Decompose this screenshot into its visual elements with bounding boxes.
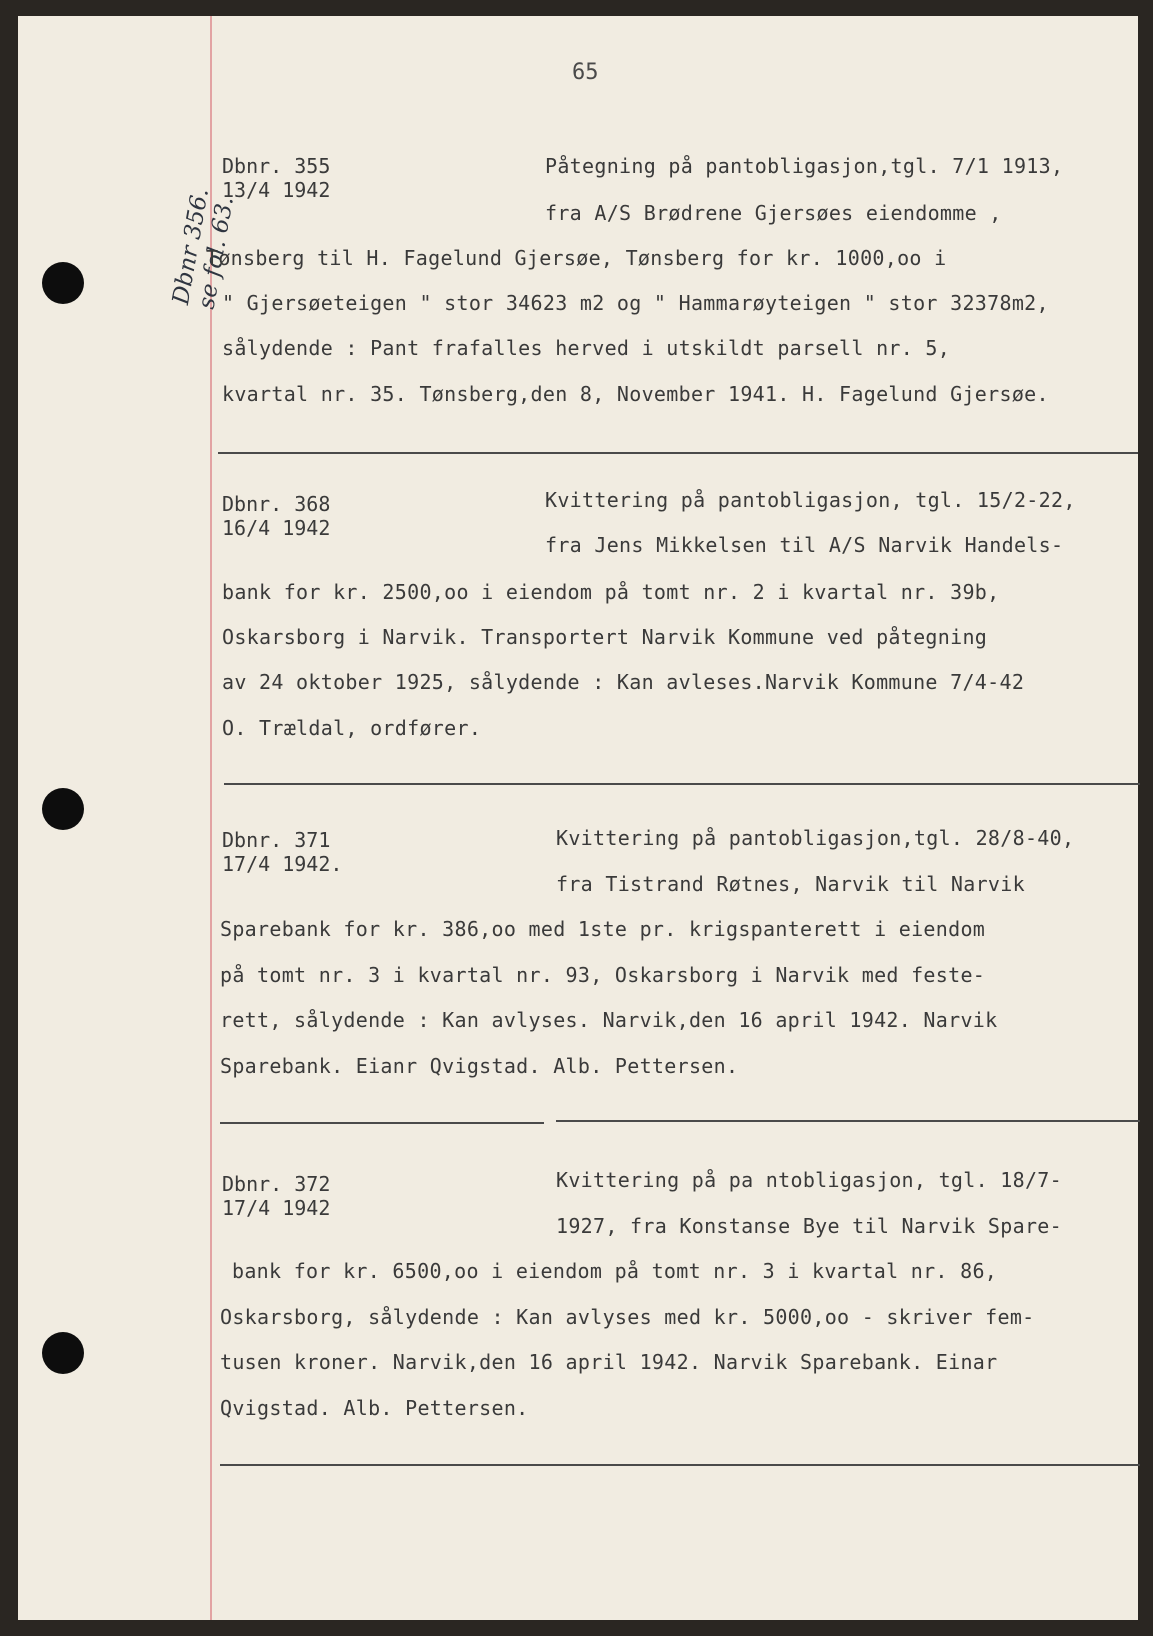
entry-text-line: rett, sålydende : Kan avlyses. Narvik,den 16 april 1942. Narvik [220, 1008, 998, 1032]
entry-text-line: fra A/S Brødrene Gjersøes eiendomme , [545, 201, 1002, 225]
entry-text-line: Påtegning på pantobligasjon,tgl. 7/1 1913, [545, 154, 1064, 178]
entry-text-line: bank for kr. 2500,oo i eiendom på tomt nr. 2 i kvartal nr. 39b, [222, 580, 1000, 604]
divider [220, 1122, 544, 1124]
entry-date: 16/4 1942 [222, 516, 331, 540]
entry-text-line: fra Tistrand Røtnes, Narvik til Narvik [556, 872, 1025, 896]
entry-text-line: Qvigstad. Alb. Pettersen. [220, 1396, 529, 1420]
entry-text-line: bank for kr. 6500,oo i eiendom på tomt nr. 3 i kvartal nr. 86, [232, 1259, 998, 1283]
entry-number: Dbnr. 355 [222, 154, 331, 178]
divider [220, 1464, 1140, 1466]
entry-reference [222, 828, 342, 876]
entry-text-line: tusen kroner. Narvik,den 16 april 1942. Narvik Sparebank. Einar [220, 1350, 998, 1374]
entry-reference [222, 1172, 330, 1220]
entry-text-line: Tønsberg til H. Fagelund Gjersøe, Tønsberg for kr. 1000,oo i [206, 246, 947, 270]
entry-text-line: sålydende : Pant frafalles herved i utskildt parsell nr. 5, [222, 336, 951, 360]
entry-text-line: på tomt nr. 3 i kvartal nr. 93, Oskarsborg i Narvik med feste- [220, 963, 986, 987]
entry-date: 17/4 1942. [222, 852, 343, 876]
entry-text-line: " Gjersøeteigen " stor 34623 m2 og " Hammarøyteigen " stor 32378m2, [222, 291, 1049, 315]
divider [556, 1120, 1140, 1122]
entry-text-line: fra Jens Mikkelsen til A/S Narvik Handels- [545, 533, 1064, 557]
entry-number: Dbnr. 371 [222, 828, 331, 852]
margin-note: Dbnr 356. se fol. 63. [168, 186, 239, 312]
page-number: 65 [572, 60, 599, 85]
entry-text-line: Oskarsborg, sålydende : Kan avlyses med kr. 5000,oo - skriver fem- [220, 1305, 1035, 1329]
entry-reference [222, 154, 330, 202]
entry-date: 17/4 1942 [222, 1196, 331, 1220]
entry-reference [222, 492, 330, 540]
entry-date: 13/4 1942 [222, 178, 331, 202]
entry-number: Dbnr. 372 [222, 1172, 331, 1196]
divider [224, 783, 1140, 785]
entry-text-line: O. Trældal, ordfører. [222, 716, 482, 740]
punch-hole [42, 1332, 84, 1374]
entry-number: Dbnr. 368 [222, 492, 331, 516]
entry-text-line: Sparebank. Eianr Qvigstad. Alb. Pettersen. [220, 1054, 739, 1078]
entry-text-line: Oskarsborg i Narvik. Transportert Narvik Kommune ved påtegning [222, 625, 988, 649]
punch-hole [42, 788, 84, 830]
entry-text-line: av 24 oktober 1925, sålydende : Kan avleses.Narvik Kommune 7/4-42 [222, 670, 1025, 694]
entry-text-line: kvartal nr. 35. Tønsberg,den 8, November 1941. H. Fagelund Gjersøe. [222, 382, 1049, 406]
entry-text-line: Kvittering på pa ntobligasjon, tgl. 18/7- [556, 1168, 1062, 1192]
entry-text-line: Kvittering på pantobligasjon,tgl. 28/8-40, [556, 826, 1075, 850]
punch-hole [42, 262, 84, 304]
entry-text-line: 1927, fra Konstanse Bye til Narvik Spare- [556, 1214, 1062, 1238]
entry-text-line: Kvittering på pantobligasjon, tgl. 15/2-22, [545, 488, 1076, 512]
entry-text-line: Sparebank for kr. 386,oo med 1ste pr. krigspanterett i eiendom [220, 917, 986, 941]
divider [218, 452, 1138, 454]
